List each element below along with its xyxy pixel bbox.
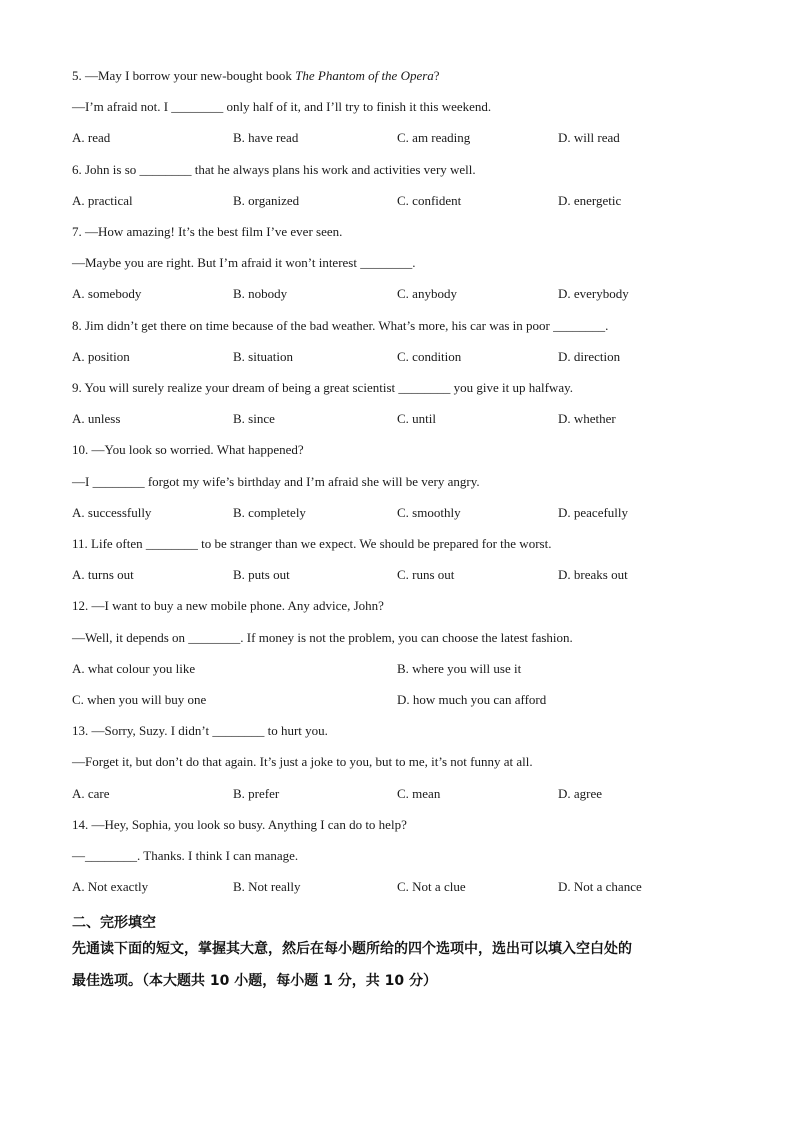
option-c[interactable]: C. anybody — [397, 286, 457, 302]
question-stem — [72, 67, 440, 84]
option-b[interactable]: B. where you will use it — [397, 660, 522, 676]
option-a[interactable]: A. what colour you like — [72, 660, 196, 676]
option-d[interactable]: D. energetic — [558, 192, 622, 208]
option-d[interactable]: D. Not a chance — [558, 879, 642, 895]
question-text: 5. —May I borrow your new-bought book — [72, 68, 296, 83]
option-d[interactable]: D. everybody — [558, 286, 629, 302]
option-c[interactable]: C. condition — [397, 348, 462, 364]
question-stem — [72, 535, 551, 552]
option-c[interactable]: C. until — [397, 411, 437, 427]
question-text: 7. —How amazing! It’s the best film I’ve ever seen. — [72, 224, 343, 239]
option-b[interactable]: B. Not really — [233, 879, 301, 895]
question-stem — [72, 722, 328, 739]
option-d[interactable]: D. agree — [558, 785, 603, 801]
section-instructions-line-1: 先通读下面的短文，掌握其大意，然后在每小题所给的四个选项中，选出可以填入空白处的 — [72, 941, 632, 957]
option-c[interactable]: C. confident — [397, 192, 462, 208]
option-d[interactable]: D. whether — [558, 411, 616, 427]
question-text: ? — [433, 68, 440, 83]
option-c[interactable]: C. when you will buy one — [72, 692, 207, 707]
option-a[interactable]: A. unless — [72, 411, 121, 427]
question-stem — [72, 816, 407, 833]
question-text: 13. —Sorry, Suzy. I didn’t ________ to hurt you. — [72, 723, 328, 739]
question-reply — [72, 847, 298, 864]
option-d[interactable]: D. direction — [558, 348, 621, 364]
question-text: —Forget it, but don’t do that again. It’s just a joke to you, but to me, it’s not funny at all. — [72, 754, 533, 770]
section-title: 二、完形填空 — [72, 915, 156, 931]
option-a[interactable]: A. read — [72, 130, 111, 146]
option-b[interactable]: B. completely — [233, 504, 306, 520]
option-b[interactable]: B. have read — [233, 130, 299, 146]
option-b[interactable]: B. situation — [233, 348, 293, 364]
option-d[interactable]: D. peacefully — [558, 504, 629, 520]
option-d[interactable]: D. how much you can afford — [397, 692, 547, 707]
option-a[interactable]: A. successfully — [72, 504, 152, 520]
option-b[interactable]: B. organized — [233, 192, 300, 208]
question-text: 9. You will surely realize your dream of being a great scientist ________ you give it up halfway. — [72, 380, 573, 395]
question-text: 6. John is so ________ that he always plans his work and activities very well. — [72, 161, 476, 177]
question-text: —Well, it depends on ________. If money is not the problem, you can choose the latest fashion. — [72, 629, 573, 645]
question-reply — [72, 254, 415, 271]
question-reply — [72, 753, 533, 770]
question-text: —I’m afraid not. I ________ only half of it, and I’ll try to finish it this weekend. — [72, 99, 492, 115]
question-text: —________. Thanks. I think I can manage. — [72, 848, 299, 863]
question-stem — [72, 597, 384, 614]
question-reply — [72, 98, 491, 115]
book-title: The Phantom of the Opera — [295, 68, 434, 83]
option-c[interactable]: C. mean — [397, 785, 441, 801]
option-b[interactable]: B. prefer — [233, 785, 280, 801]
question-text: 12. —I want to buy a new mobile phone. Any advice, John? — [72, 598, 384, 614]
option-a[interactable]: A. somebody — [72, 286, 142, 302]
question-text: 8. Jim didn’t get there on time because of the bad weather. What’s more, his car was in poor ________. — [72, 317, 609, 333]
option-a[interactable]: A. turns out — [72, 567, 134, 583]
option-a[interactable]: A. care — [72, 785, 110, 801]
question-text: 11. Life often ________ to be stranger than we expect. We should be prepared for the worst. — [72, 536, 552, 551]
option-a[interactable]: A. position — [72, 348, 130, 364]
question-stem — [72, 161, 476, 178]
option-b[interactable]: B. since — [233, 411, 275, 427]
question-stem — [72, 441, 304, 458]
question-reply — [72, 629, 573, 646]
question-text: —Maybe you are right. But I’m afraid it won’t interest ________. — [72, 255, 416, 271]
option-b[interactable]: B. nobody — [233, 286, 288, 302]
option-c[interactable]: C. smoothly — [397, 504, 461, 520]
option-d[interactable]: D. will read — [558, 130, 620, 146]
question-stem — [72, 223, 342, 240]
option-a[interactable]: A. Not exactly — [72, 879, 149, 895]
option-a[interactable]: A. practical — [72, 192, 133, 208]
option-b[interactable]: B. puts out — [233, 567, 290, 583]
question-stem — [72, 379, 573, 396]
question-text: 14. —Hey, Sophia, you look so busy. Anything I can do to help? — [72, 816, 407, 832]
option-d[interactable]: D. breaks out — [558, 567, 628, 583]
question-text: 10. —You look so worried. What happened? — [72, 442, 304, 458]
section-instructions-line-2: 最佳选项。（本大题共 10 小题，每小题 1 分，共 10 分） — [72, 973, 437, 989]
question-reply — [72, 473, 480, 490]
option-c[interactable]: C. am reading — [397, 130, 471, 146]
option-c[interactable]: C. Not a clue — [397, 879, 466, 895]
option-c[interactable]: C. runs out — [397, 567, 455, 583]
question-stem — [72, 317, 608, 334]
question-text: —I ________ forgot my wife’s birthday and I’m afraid she will be very angry. — [72, 473, 480, 489]
